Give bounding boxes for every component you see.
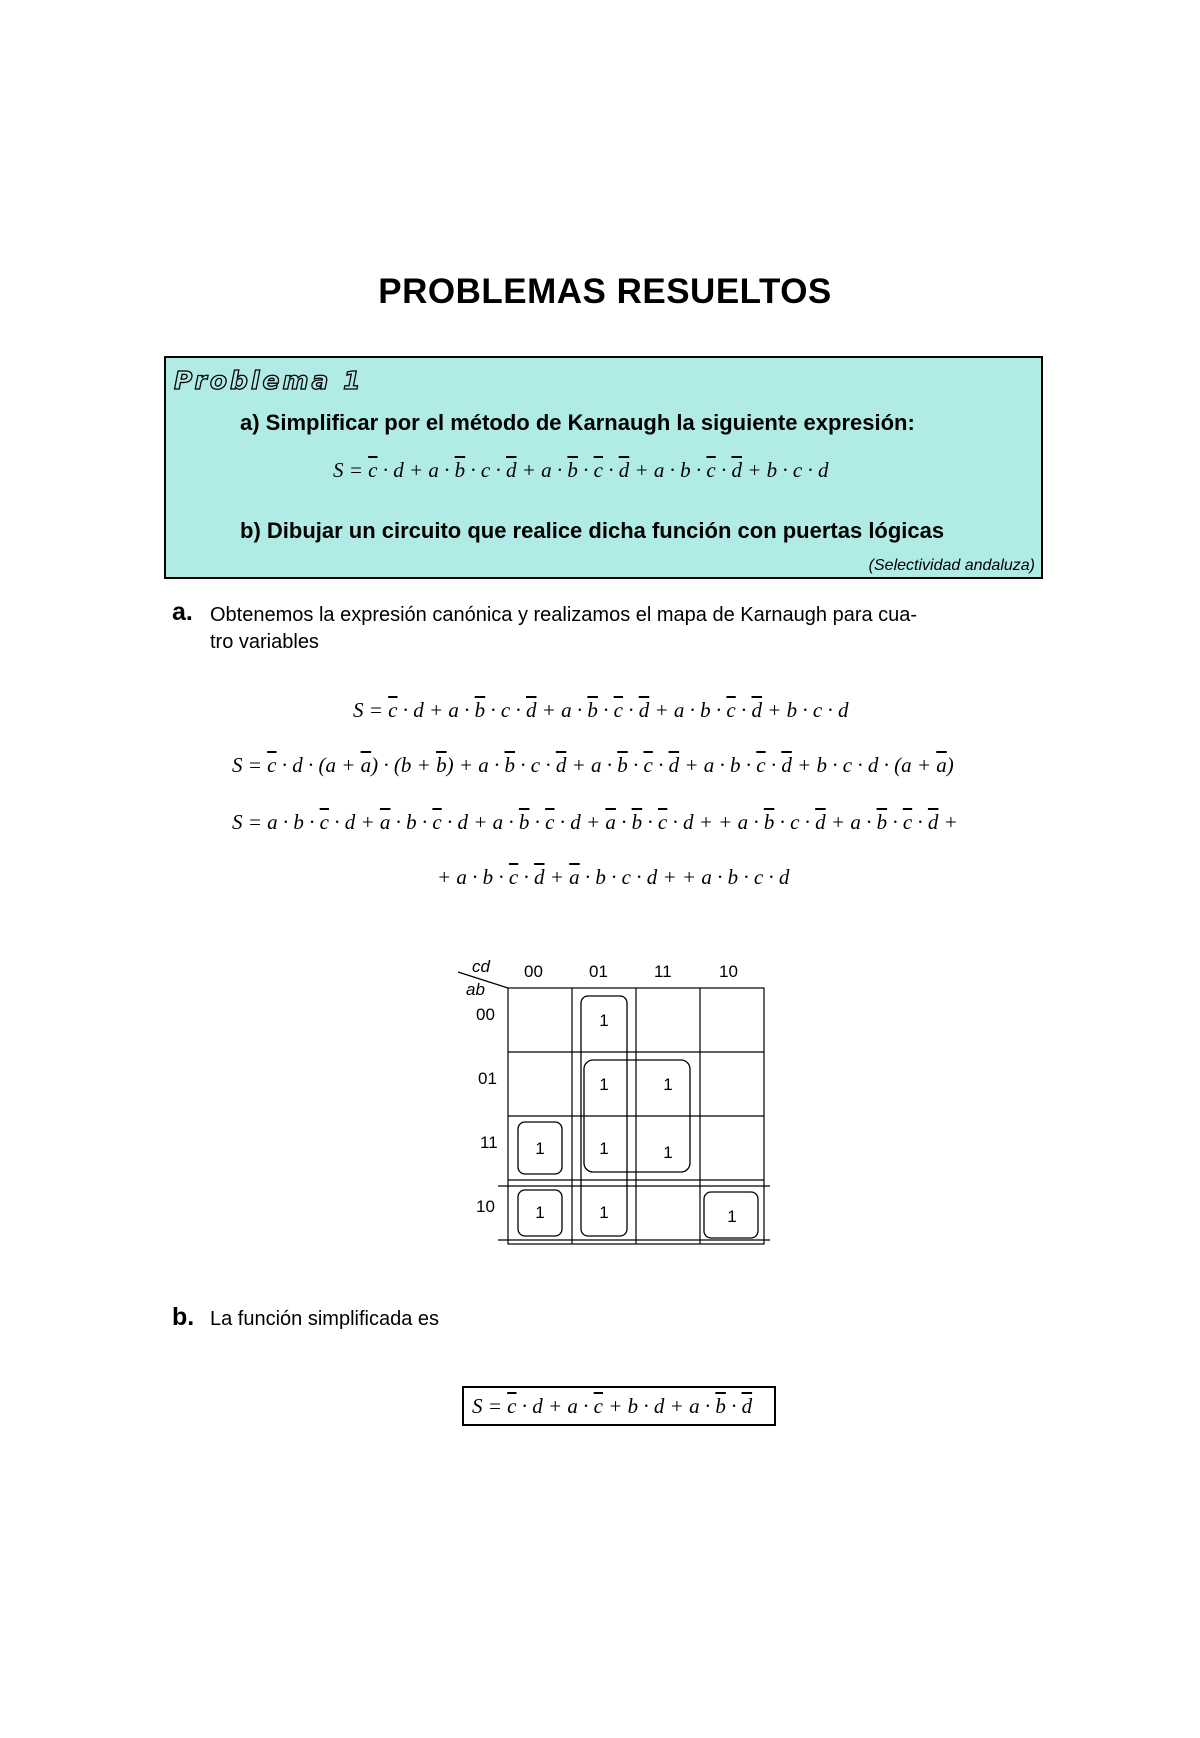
- kmap-row-header: 11: [480, 1133, 498, 1152]
- karnaugh-map: [440, 950, 780, 1260]
- equation-3: $S = a \cdot b \cdot \overline{c} \cdot d + \overline{a} \cdot b \cdot \overline{c} \cdot d + a \cdot \overline{b} \cdot \overline{c} \cdot d + \overline{a} \cdot \overline{b} \cdot \overline{c} \cdot d$ + + $a \cdot \overline{b} \cdot c \cdot \overline{d} + a \cdot \overline{b} \cdot \overline{c} \cdot \overline{d}$ +: [232, 810, 958, 834]
- equation-1: $S = \overline{c} \cdot d + a \cdot \overline{b} \cdot c \cdot \overline{d} + a \cdot \overline{b} \cdot \overline{c} \cdot \overline{d} + a \cdot b \cdot \overline{c} \cdot \overline{d} + b \cdot c \cdot d$: [353, 698, 849, 722]
- kmap-row-header: 00: [476, 1005, 495, 1024]
- problem-part-b: b) Dibujar un circuito que realice dicha función con puertas lógicas: [240, 518, 945, 543]
- problem-part-a: a) Simplificar por el método de Karnaugh la siguiente expresión:: [240, 410, 915, 435]
- kmap-row-header: 01: [478, 1069, 497, 1088]
- problem-source: (Selectividad andaluza): [868, 557, 1035, 574]
- kmap-grid: [508, 988, 764, 1244]
- kmap-cell: 1: [727, 1207, 737, 1226]
- page-title: PROBLEMAS RESUELTOS: [378, 272, 832, 311]
- kmap-cell: 1: [599, 1139, 609, 1158]
- equation-2: $S = \overline{c} \cdot d \cdot (a + \overline{a}) \cdot (b + \overline{b}) + a \cdot \overline{b} \cdot c \cdot \overline{d} + a \cdot \overline{b} \cdot \overline{c} \cdot \overline{d} + a \cdot b \cdot \overline{c} \cdot \overline{d} + b \cdot c \cdot d \cdot (a + \overline{a})$: [232, 753, 954, 777]
- kmap-row-header: 10: [476, 1197, 495, 1216]
- kmap-cell: 1: [599, 1011, 609, 1030]
- problem-label: Problema 1: [174, 366, 364, 395]
- kmap-cell: 1: [535, 1203, 545, 1222]
- kmap-col-var: cd: [472, 957, 490, 976]
- section-a-text-line2: tro variables: [210, 631, 319, 653]
- kmap-cell: 1: [599, 1075, 609, 1094]
- problem-expression: $S = \overline{c} \cdot d + a \cdot \overline{b} \cdot c \cdot \overline{d} + a \cdot \overline{b} \cdot \overline{c} \cdot \overline{d} + a \cdot b \cdot \overline{c} \cdot \overline{d} + b \cdot c \cdot d$: [333, 458, 829, 482]
- section-a-text-line1: Obtenemos la expresión canónica y realizamos el mapa de Karnaugh para cua-: [210, 604, 918, 626]
- kmap-col-header: 01: [589, 962, 608, 981]
- problem-box: [164, 356, 1043, 579]
- kmap-col-header: 00: [524, 962, 543, 981]
- section-a-label: a.: [172, 598, 193, 626]
- kmap-cell: 1: [535, 1139, 545, 1158]
- kmap-cell: 1: [599, 1203, 609, 1222]
- kmap-col-header: 10: [719, 962, 738, 981]
- final-expression-box: [462, 1386, 776, 1426]
- final-expression: $S = \overline{c} \cdot d + a \cdot \overline{c} + b \cdot d + a \cdot \overline{b} \cdot \overline{d}$: [472, 1394, 753, 1418]
- kmap-row-var: ab: [466, 980, 485, 999]
- kmap-cell: 1: [663, 1075, 673, 1094]
- section-b-text: La función simplificada es: [210, 1308, 440, 1330]
- kmap-cell: 1: [663, 1143, 673, 1162]
- section-b-label: b.: [172, 1303, 195, 1331]
- kmap-col-header: 11: [654, 962, 672, 981]
- equation-4: + $a \cdot b \cdot \overline{c} \cdot \overline{d} + \overline{a} \cdot b \cdot c \cdot d$ + + a · b · c · d: [437, 865, 790, 889]
